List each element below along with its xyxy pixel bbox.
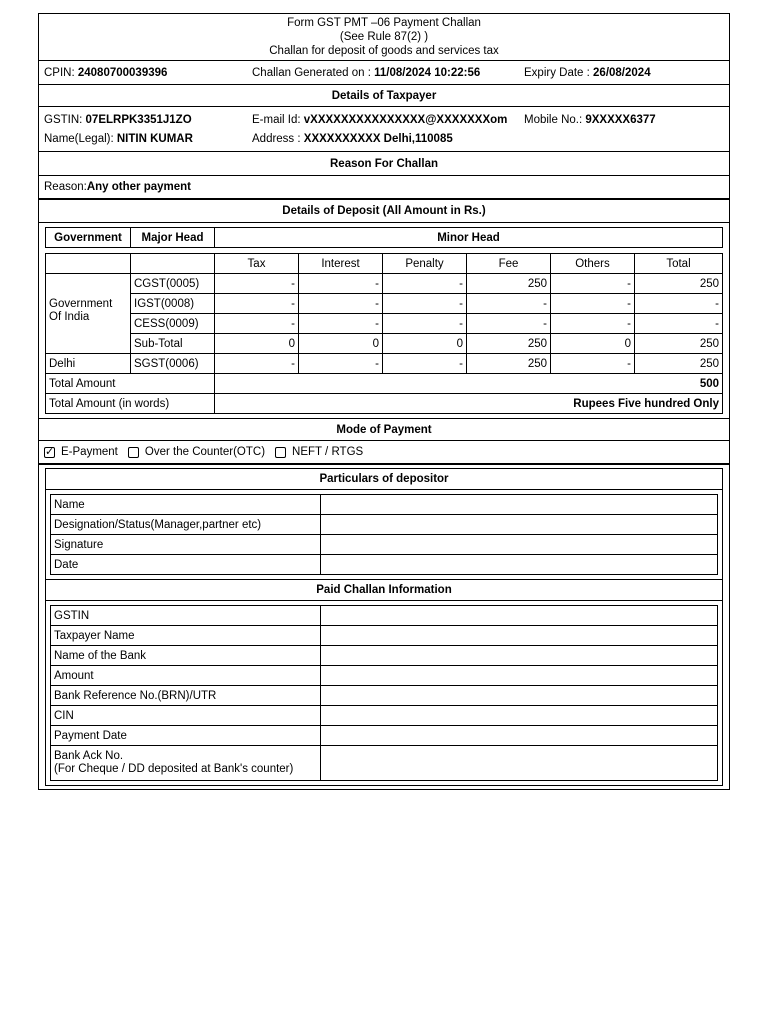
major-head: CESS(0009): [131, 314, 215, 334]
paid-section-title: Paid Challan Information: [46, 579, 722, 601]
paid-gstin-field[interactable]: [321, 606, 718, 626]
government-of-india: Government Of India: [46, 274, 131, 354]
depositor-section-title: Particulars of depositor: [46, 469, 722, 490]
neft-label: NEFT / RTGS: [292, 446, 364, 458]
major-head: IGST(0008): [131, 294, 215, 314]
form-subtitle: Challan for deposit of goods and services tax: [269, 45, 499, 57]
col-penalty: Penalty: [383, 254, 467, 274]
depositor-date-field[interactable]: [321, 555, 718, 575]
col-tax: Tax: [215, 254, 299, 274]
paid-table: [50, 605, 718, 781]
table-row: Government Of India CGST(0005) - - - 250 - 250: [46, 274, 723, 294]
table-row: CIN: [51, 706, 718, 726]
col-fee: Fee: [467, 254, 551, 274]
form-rule: (See Rule 87(2) ): [339, 31, 429, 43]
paid-taxpayer-field[interactable]: [321, 626, 718, 646]
gstin-value: 07ELRPK3351J1ZO: [85, 113, 192, 126]
depositor-designation-label: Designation/Status(Manager,partner etc): [51, 515, 321, 535]
table-row: [51, 555, 718, 575]
head-government: Government: [46, 228, 131, 248]
table-row: Amount: [51, 666, 718, 686]
total-words-value: Rupees Five hundred Only: [215, 394, 723, 414]
address-value: XXXXXXXXXX Delhi,110085: [303, 132, 453, 145]
table-row: GSTIN: [51, 606, 718, 626]
table-row: Name of the Bank: [51, 646, 718, 666]
expiry-date: Expiry Date : 26/08/2024: [524, 66, 651, 79]
table-row: IGST(0008) - - - - - -: [46, 294, 723, 314]
table-row: [51, 495, 718, 515]
payment-options: [39, 441, 729, 465]
cpin: CPIN: 24080700039396: [44, 66, 168, 79]
depositor-name-label: Name: [51, 495, 321, 515]
generated-value: 11/08/2024 10:22:56: [374, 66, 481, 79]
cpin-row: [39, 61, 729, 85]
table-row: Delhi SGST(0006) - - - 250 - 250: [46, 354, 723, 374]
col-total: Total: [635, 254, 723, 274]
cpin-value: 24080700039396: [77, 66, 168, 79]
challan-form: [38, 13, 730, 790]
legal-name-value: NITIN KUMAR: [116, 132, 193, 145]
email: E-mail Id: vXXXXXXXXXXXXXXX@XXXXXXXom: [252, 113, 508, 126]
legal-name: Name(Legal): NITIN KUMAR: [44, 132, 193, 145]
depositor-date-label: Date: [51, 555, 321, 575]
table-row: Sub-Total 0 0 0 250 0 250: [46, 334, 723, 354]
table-row: CESS(0009) - - - - - -: [46, 314, 723, 334]
depositor-name-field[interactable]: [321, 495, 718, 515]
reason-row: Reason: Any other payment: [39, 176, 729, 200]
total-amount-row: [46, 374, 723, 394]
reason-section-title: Reason For Challan: [39, 152, 729, 176]
mobile-value: 9XXXXX6377: [585, 113, 656, 126]
payment-section-title: Mode of Payment: [39, 419, 729, 441]
deposit-table: [45, 253, 723, 414]
table-row: [51, 535, 718, 555]
depositor-signature-label: Signature: [51, 535, 321, 555]
paid-cin-field[interactable]: [321, 706, 718, 726]
total-amount-label: Total Amount: [46, 374, 215, 394]
depositor-table: [50, 494, 718, 575]
major-head: SGST(0006): [131, 354, 215, 374]
gstin: GSTIN: 07ELRPK3351J1ZO: [44, 113, 192, 126]
taxpayer-section-title: Details of Taxpayer: [39, 85, 729, 107]
depositor-designation-field[interactable]: [321, 515, 718, 535]
deposit-section-title: Details of Deposit (All Amount in Rs.): [39, 200, 729, 223]
table-row: Taxpayer Name: [51, 626, 718, 646]
table-row: [51, 746, 718, 781]
expiry-value: 26/08/2024: [593, 66, 651, 79]
major-head: Sub-Total: [131, 334, 215, 354]
deposit-columns: [46, 254, 723, 274]
total-amount-value: 500: [215, 374, 723, 394]
paid-date-field[interactable]: [321, 726, 718, 746]
table-row: [51, 515, 718, 535]
generated-on: Challan Generated on : 11/08/2024 10:22:56: [252, 66, 481, 79]
form-header: [39, 14, 729, 61]
bank-ack-label: Bank Ack No. (For Cheque / DD deposited at Bank's counter): [51, 746, 321, 781]
head-major: Major Head: [131, 228, 215, 248]
delhi: Delhi: [46, 354, 131, 374]
reason-value: Any other payment: [86, 181, 192, 193]
otc-checkbox[interactable]: [128, 447, 139, 458]
neft-checkbox[interactable]: [275, 447, 286, 458]
address: Address : XXXXXXXXXX Delhi,110085: [252, 132, 453, 145]
head-minor: Minor Head: [215, 228, 723, 248]
table-row: Payment Date: [51, 726, 718, 746]
col-interest: Interest: [299, 254, 383, 274]
mobile: Mobile No.: 9XXXXX6377: [524, 113, 656, 126]
paid-brn-field[interactable]: [321, 686, 718, 706]
bank-ack-field[interactable]: [321, 746, 718, 781]
taxpayer-details: [39, 107, 729, 152]
otc-label: Over the Counter(OTC): [144, 446, 266, 458]
e-payment-label: E-Payment: [61, 446, 118, 458]
form-title: Form GST PMT –06 Payment Challan: [287, 17, 481, 29]
total-words-label: Total Amount (in words): [46, 394, 215, 414]
paid-bank-field[interactable]: [321, 646, 718, 666]
email-value: vXXXXXXXXXXXXXXX@XXXXXXXom: [303, 113, 508, 126]
heads-table: [45, 227, 723, 248]
e-payment-checkbox[interactable]: [44, 447, 55, 458]
depositor-signature-field[interactable]: [321, 535, 718, 555]
table-row: Bank Reference No.(BRN)/UTR: [51, 686, 718, 706]
depositor-box: [45, 468, 723, 786]
col-others: Others: [551, 254, 635, 274]
paid-amount-field[interactable]: [321, 666, 718, 686]
deposit-details: [39, 223, 729, 419]
total-words-row: [46, 394, 723, 414]
major-head: CGST(0005): [131, 274, 215, 294]
